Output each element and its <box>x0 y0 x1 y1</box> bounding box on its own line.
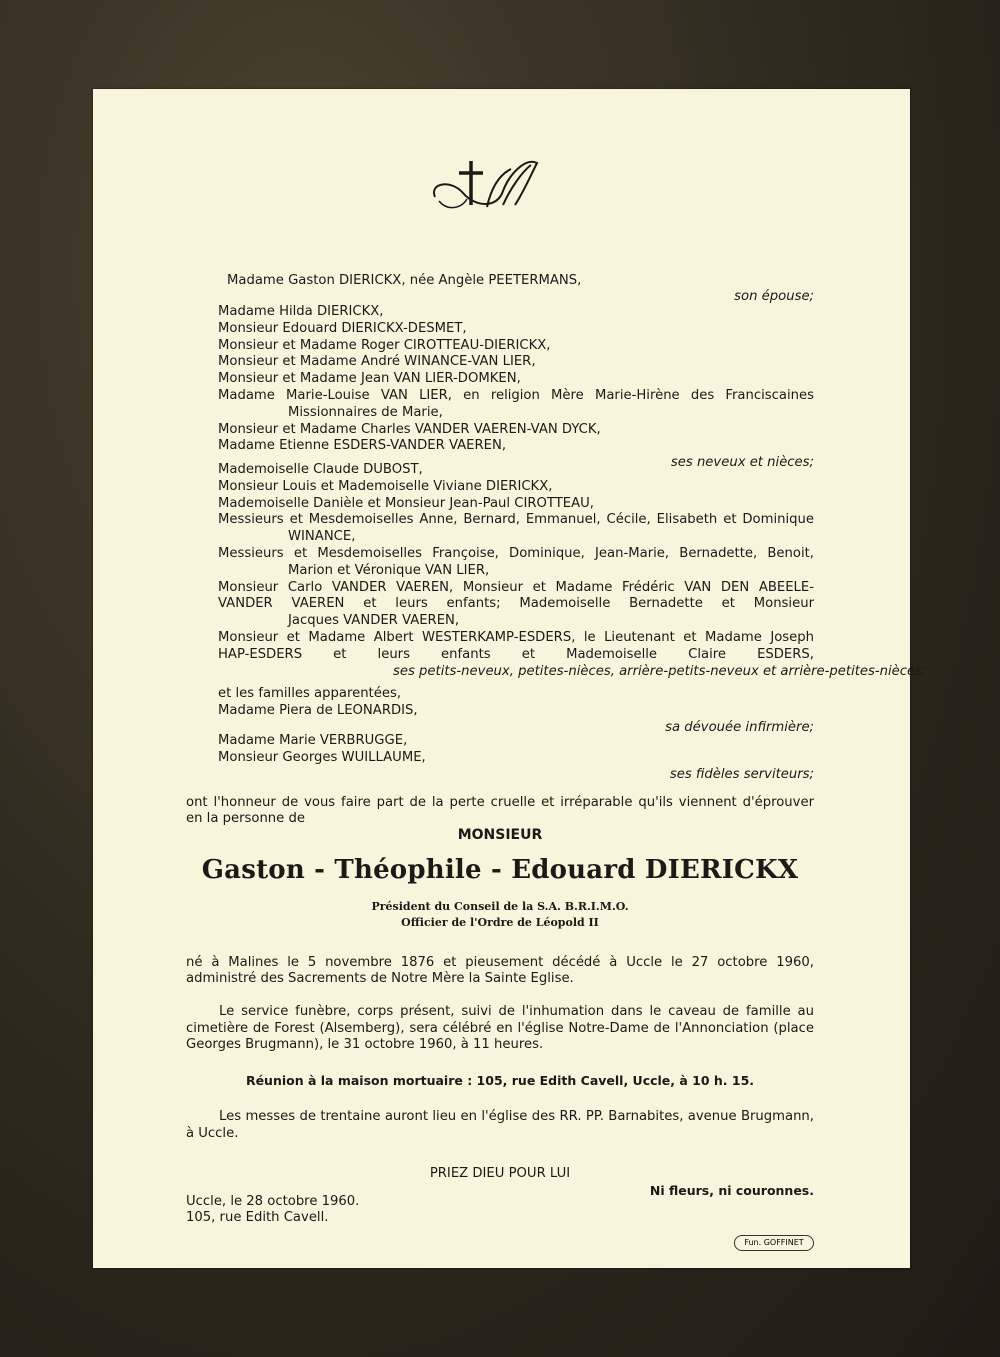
deceased-title: Officier de l'Ordre de Léopold II <box>401 916 599 929</box>
service-line: Le service funèbre, corps présent, suivi de l'inhumation dans le caveau de famille au <box>219 1004 814 1019</box>
family-line: Monsieur et Madame Jean VAN LIER-DOMKEN, <box>218 371 521 387</box>
prayer: PRIEZ DIEU POUR LUI <box>429 1166 571 1181</box>
family-line: Monsieur et Madame Albert WESTERKAMP-ESDERS, le Lieutenant et Madame Joseph <box>218 630 814 645</box>
deceased-name: Gaston - Théophile - Edouard DIERICKX <box>201 855 799 885</box>
family-line: Madame Hilda DIERICKX, <box>218 304 384 319</box>
document-body <box>93 89 927 1268</box>
masses-line: Les messes de trentaine auront lieu en l'église des RR. PP. Barnabites, avenue Brugmann, <box>219 1109 814 1124</box>
birth-death-line: né à Malines le 5 novembre 1876 et pieusement décédé à Uccle le 27 octobre 1960, <box>186 955 814 970</box>
place-date: Uccle, le 28 octobre 1960. <box>186 1194 360 1209</box>
family-line: Monsieur et Madame Roger CIROTTEAU-DIERICKX, <box>218 337 551 353</box>
family-line: Monsieur et Madame André WINANCE-VAN LIER, <box>218 354 536 370</box>
family-line: Monsieur Carlo VANDER VAEREN, Monsieur et Madame Frédéric VAN DEN ABEELE- <box>218 579 814 595</box>
family-line: Marion et Véronique VAN LIER, <box>288 562 490 578</box>
deceased-title: Président du Conseil de la S.A. B.R.I.M.O. <box>371 900 629 913</box>
address: 105, rue Edith Cavell. <box>186 1210 329 1225</box>
family-line: WINANCE, <box>288 529 356 545</box>
family-line: Monsieur Georges WUILLAUME, <box>218 749 426 765</box>
service-line: Georges Brugmann), le 31 octobre 1960, à 11 heures. <box>186 1037 544 1052</box>
relation-role: ses neveux et nièces; <box>670 455 814 471</box>
memorial-card <box>93 89 927 1268</box>
birth-death-line: administré des Sacrements de Notre Mère la Sainte Eglise. <box>186 971 574 986</box>
family-line: Messieurs et Mesdemoiselles Anne, Bernard, Emmanuel, Cécile, Elisabeth et Dominique <box>218 512 814 528</box>
family-line: Mademoiselle Claude DUBOST, <box>218 462 423 477</box>
family-line: Mademoiselle Danièle et Monsieur Jean-Paul CIROTTEAU, <box>218 495 594 511</box>
family-line: HAP-ESDERS et leurs enfants et Mademoiselle Claire ESDERS, <box>218 646 814 662</box>
family-line: Madame Piera de LEONARDIS, <box>218 702 418 718</box>
family-line: Madame Etienne ESDERS-VANDER VAEREN, <box>218 438 507 454</box>
family-line: Monsieur et Madame Charles VANDER VAEREN-VAN DYCK, <box>218 421 601 437</box>
reunion-notice: Réunion à la maison mortuaire : 105, rue Edith Cavell, Uccle, à 10 h. 15. <box>245 1073 755 1088</box>
printer-stamp: Fun. GOFFINET <box>734 1235 814 1251</box>
family-line: Madame Marie-Louise VAN LIER, en religion Mère Marie-Hirène des Franciscaines <box>218 388 814 403</box>
family-line: Madame Marie VERBRUGGE, <box>218 733 408 748</box>
relation-role: ses petits-neveux, petites-nièces, arrière-petits-neveux et arrière-petites-nièces; <box>393 663 927 679</box>
family-line: Madame Gaston DIERICKX, née Angèle PEETERMANS, <box>227 273 582 288</box>
announcement-line: ont l'honneur de vous faire part de la perte cruelle et irréparable qu'ils viennent d'éprouver <box>186 795 814 810</box>
service-line: cimetière de Forest (Alsemberg), sera célébré en l'église Notre-Dame de l'Annonciation (place <box>186 1021 814 1036</box>
relation-role: son épouse; <box>734 288 814 304</box>
masses-line: à Uccle. <box>186 1126 239 1141</box>
relation-role: ses fidèles serviteurs; <box>669 766 814 782</box>
relation-role: sa dévouée infirmière; <box>665 719 814 735</box>
family-line: Jacques VANDER VAEREN, <box>288 613 460 629</box>
family-line: Monsieur Edouard DIERICKX-DESMET, <box>218 320 467 336</box>
family-line: Messieurs et Mesdemoiselles Françoise, Dominique, Jean-Marie, Bernadette, Benoit, <box>218 546 814 561</box>
family-line: VANDER VAEREN et leurs enfants; Mademoiselle Bernadette et Monsieur <box>218 596 814 612</box>
no-flowers-notice: Ni fleurs, ni couronnes. <box>649 1183 814 1198</box>
honorific: MONSIEUR <box>457 827 543 843</box>
announcement-line: en la personne de <box>186 811 305 826</box>
family-line: Monsieur Louis et Mademoiselle Viviane DIERICKX, <box>218 478 553 494</box>
family-line: Missionnaires de Marie, <box>288 404 443 420</box>
family-line: et les familles apparentées, <box>218 686 402 701</box>
